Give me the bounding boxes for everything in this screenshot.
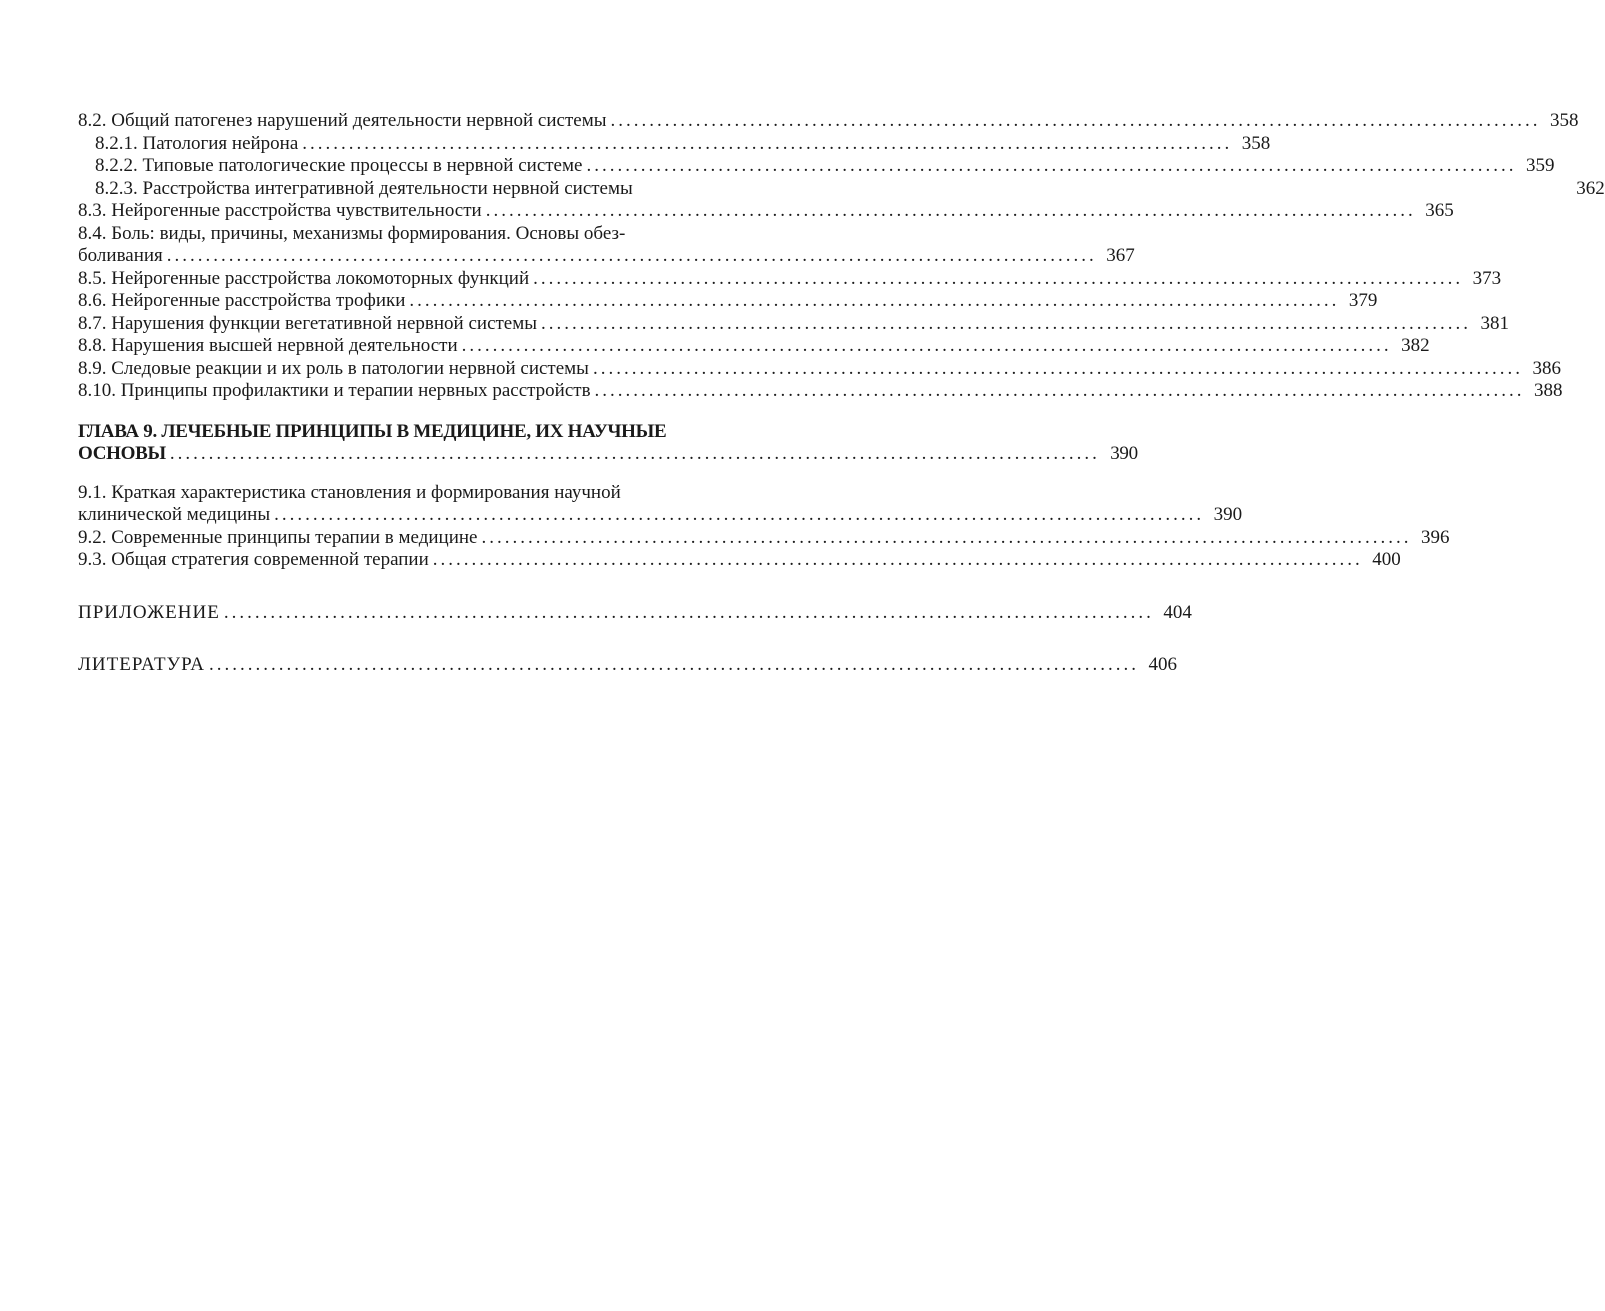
toc-entry-9-1 (78, 481, 1243, 527)
toc-entry (78, 132, 1271, 156)
dot-leader: ........................................................................................................................ (461, 335, 1392, 356)
toc-entry-label: 8.2.1. Патология нейрона (95, 132, 299, 154)
dot-leader: ........................................................................................................................ (533, 267, 1464, 289)
toc-entry (78, 200, 1454, 223)
dot-leader: ........................................................................................................................ (610, 110, 1541, 131)
dot-leader: ........................................................................................................................ (592, 357, 1523, 379)
dot-leader: ........................................................................................................................ (594, 380, 1525, 401)
toc-entry (78, 357, 1561, 381)
dot-leader: ........................................................................................................................ (409, 290, 1340, 311)
toc-entry-label: 8.2. Общий патогенез нарушений деятельности нервной системы (78, 110, 607, 131)
toc-group-section-8-2 (78, 110, 1605, 223)
dot-leader: ........................................................................................................................ (485, 200, 1416, 221)
toc-group-sections-9-2-9-3 (78, 526, 1450, 572)
toc-entry-8-4 (78, 222, 1135, 268)
toc-entry-page: 358 (1549, 110, 1579, 131)
toc-entry-label-line2: боливания (78, 245, 163, 266)
toc-entry-page: 396 (1420, 526, 1450, 548)
toc-entry-label: ЛИТЕРАТУРА (78, 654, 205, 675)
toc-entry-label-line2: клинической медицины (78, 504, 271, 525)
table-of-contents (78, 110, 1605, 677)
dot-leader: ........................................................................................................................ (166, 245, 1097, 266)
toc-entry (78, 380, 1563, 403)
toc-entry-label: 8.7. Нарушения функции вегетативной нервной системы (78, 312, 538, 334)
dot-leader: ........................................................................................................................ (302, 132, 1233, 154)
toc-entry (78, 312, 1510, 336)
toc-entry (78, 290, 1378, 313)
dot-leader: ........................................................................................................................ (586, 155, 1517, 176)
dot-leader: ........................................................................................................................ (432, 549, 1363, 570)
toc-entry-page: 390 (1110, 443, 1138, 464)
toc-entry-label: 8.5. Нейрогенные расстройства локомоторных функций (78, 267, 530, 289)
toc-entry-label: 8.2.2. Типовые патологические процессы в нервной системе (95, 155, 583, 176)
toc-entry-literature (78, 654, 1177, 677)
dot-leader: ........................................................................................................................ (223, 601, 1154, 623)
toc-entry-page: 386 (1532, 357, 1561, 379)
toc-group-sections-8-5-to-8-10 (78, 267, 1563, 403)
toc-entry (78, 267, 1502, 291)
toc-entry-label: 8.6. Нейрогенные расстройства трофики (78, 290, 406, 311)
dot-leader: ........................................................................................................................ (169, 443, 1100, 464)
toc-entry-page: 406 (1148, 654, 1177, 675)
toc-entry-page: 382 (1401, 335, 1430, 356)
toc-entry-page: 367 (1106, 245, 1135, 266)
toc-entry-label: 8.9. Следовые реакции и их роль в патологии нервной системы (78, 357, 589, 379)
toc-entry (78, 526, 1450, 550)
toc-entry (78, 155, 1555, 178)
toc-entry-label: ПРИЛОЖЕНИЕ (78, 601, 220, 623)
toc-entry-label: 9.3. Общая стратегия современной терапии (78, 549, 429, 570)
toc-entry-label: 8.10. Принципы профилактики и терапии нервных расстройств (78, 380, 591, 401)
toc-entry-label-line1: 8.4. Боль: виды, причины, механизмы формирования. Основы обез- (78, 222, 626, 244)
toc-entry-label: 8.2.3. Расстройства интегративной деятельности нервной системы (95, 177, 633, 199)
toc-chapter-9 (78, 420, 1138, 466)
chapter-title-line1: ГЛАВА 9. ЛЕЧЕБНЫЕ ПРИНЦИПЫ В МЕДИЦИНЕ, ИХ НАУЧНЫЕ (78, 420, 667, 442)
toc-entry-label: 9.2. Современные принципы терапии в медицине (78, 526, 478, 548)
dot-leader: ........................................................................................................................ (274, 504, 1205, 525)
toc-entry-page: 359 (1525, 155, 1555, 176)
toc-entry-page: 390 (1213, 504, 1243, 525)
toc-entry-page: 400 (1372, 549, 1401, 570)
toc-entry (78, 335, 1430, 358)
toc-entry-label-line1: 9.1. Краткая характеристика становления и формирования научной (78, 481, 621, 503)
dot-leader: ........................................................................................................................ (208, 654, 1139, 675)
toc-entry (78, 549, 1401, 572)
dot-leader: ........................................................................................................................ (481, 526, 1412, 548)
toc-entry-page: 388 (1534, 380, 1563, 401)
toc-entry (78, 177, 1605, 201)
toc-entry-page: 379 (1348, 290, 1378, 311)
toc-entry (78, 110, 1579, 133)
toc-entry-label: 8.3. Нейрогенные расстройства чувствительности (78, 200, 482, 221)
toc-entry-appendix (78, 601, 1192, 625)
chapter-title-line2: ОСНОВЫ (78, 443, 166, 464)
toc-entry-page: 404 (1163, 601, 1192, 623)
toc-entry-page: 365 (1425, 200, 1454, 221)
toc-entry-page: 373 (1472, 267, 1502, 289)
toc-entry-page: 362 (1576, 177, 1605, 199)
toc-entry-page: 358 (1241, 132, 1271, 154)
dot-leader: ........................................................................................................................ (541, 312, 1472, 334)
toc-entry-page: 381 (1480, 312, 1510, 334)
toc-entry-label: 8.8. Нарушения высшей нервной деятельности (78, 335, 458, 356)
